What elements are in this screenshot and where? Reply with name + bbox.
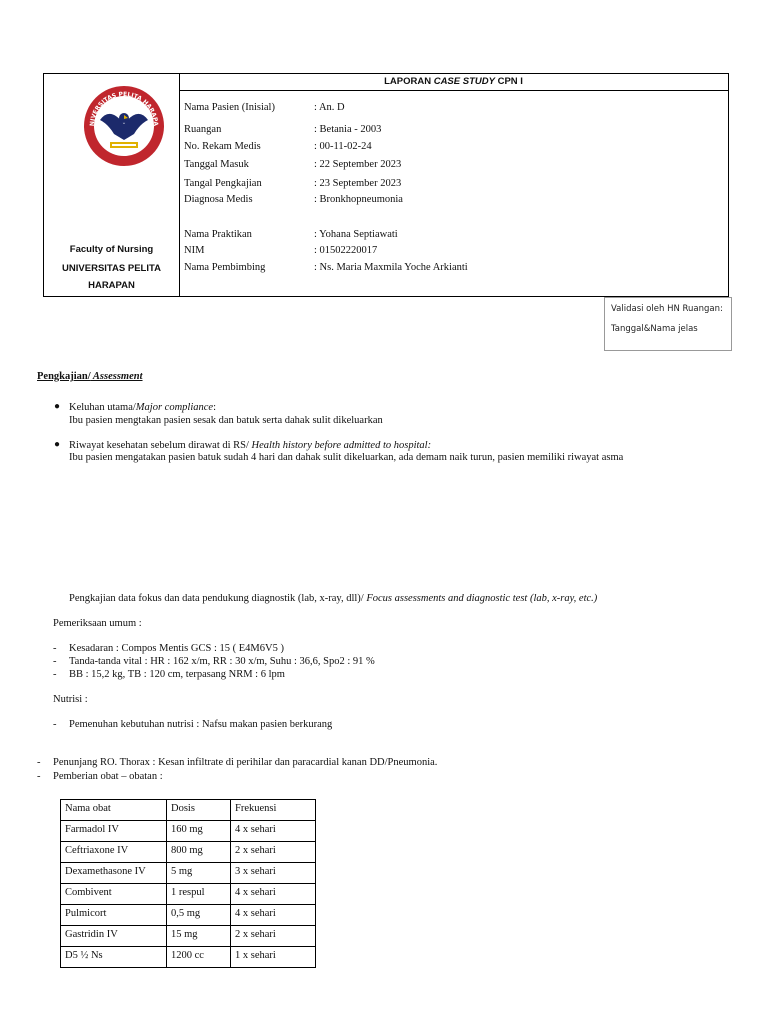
table-header-row — [61, 800, 316, 821]
header-box — [43, 73, 729, 297]
student-name-value: : Yohana Septiawati — [314, 229, 398, 240]
drug-dose: 1 respul — [167, 884, 231, 905]
consciousness-text: Kesadaran : Compos Mentis GCS : 15 ( E4M6V5 ) — [69, 643, 284, 654]
drug-name: Combivent — [61, 884, 167, 905]
drug-dose: 800 mg — [167, 842, 231, 863]
nutrition-item-text: Pemenuhan kebutuhan nutrisi : Nafsu makan pasien berkurang — [69, 719, 333, 730]
drug-dose: 0,5 mg — [167, 905, 231, 926]
university-line1: UNIVERSITAS PELITA — [62, 263, 161, 274]
validation-box — [604, 297, 732, 351]
header-dose: Dosis — [167, 800, 231, 821]
diagnosis-value: : Bronkhopneumonia — [314, 194, 403, 205]
table-row — [61, 884, 316, 905]
table-row — [61, 905, 316, 926]
faculty-label: Faculty of Nursing — [69, 244, 154, 255]
medication-label: Pemberian obat – obatan : — [53, 771, 163, 782]
xray-result-text: Penunjang RO. Thorax : Kesan infiltrate di perihilar dan paracardial kanan DD/Pneumonia. — [53, 757, 438, 768]
table-row — [61, 863, 316, 884]
drug-frequency: 4 x sehari — [231, 905, 316, 926]
assessment-date-label: Tangal Pengkajian — [184, 178, 262, 189]
room-value: : Betania - 2003 — [314, 124, 382, 135]
drug-frequency: 2 x sehari — [231, 926, 316, 947]
chief-complaint-label: Keluhan utama/Major compliance: — [69, 402, 216, 413]
validation-line2: Tanggal&Nama jelas — [611, 324, 698, 334]
nim-value: : 01502220017 — [314, 245, 378, 256]
drug-dose: 5 mg — [167, 863, 231, 884]
table-row — [61, 821, 316, 842]
university-logo — [82, 84, 166, 168]
drug-dose: 1200 cc — [167, 947, 231, 968]
drug-dose: 160 mg — [167, 821, 231, 842]
medical-record-label: No. Rekam Medis — [184, 141, 261, 152]
drug-frequency: 4 x sehari — [231, 821, 316, 842]
chief-complaint-text: Ibu pasien mengtakan pasien sesak dan batuk serta dahak sulit dikeluarkan — [69, 415, 383, 426]
drug-name: Ceftriaxone IV — [61, 842, 167, 863]
health-history-text: Ibu pasien mengatakan pasien batuk sudah 4 hari dan dahak sulit dikeluarkan, ada demam naik turun, pasien memiliki riwayat asma — [69, 452, 624, 463]
university-line2: HARAPAN — [88, 280, 135, 291]
admission-date-label: Tanggal Masuk — [184, 159, 249, 170]
eagle-emblem-icon — [82, 84, 166, 168]
drug-name: Farmadol IV — [61, 821, 167, 842]
report-title: LAPORAN CASE STUDY CPN I — [179, 74, 728, 91]
table-row — [61, 947, 316, 968]
assessment-date-value: : 23 September 2023 — [314, 178, 402, 189]
drug-frequency: 4 x sehari — [231, 884, 316, 905]
table-row — [61, 926, 316, 947]
patient-name-label: Nama Pasien (Inisial) — [184, 102, 275, 113]
drug-dose: 15 mg — [167, 926, 231, 947]
supervisor-label: Nama Pembimbing — [184, 262, 266, 273]
logo-text: NIVERSITAS PELITA HARAPA — [88, 90, 160, 127]
header-drug-name: Nama obat — [61, 800, 167, 821]
nutrition-label: Nutrisi : — [53, 694, 88, 705]
health-history-label: Riwayat kesehatan sebelum dirawat di RS/ Health history before admitted to hospital: — [69, 440, 432, 451]
bullet-icon: ● — [54, 401, 61, 412]
medication-table — [60, 799, 316, 968]
nim-label: NIM — [184, 245, 205, 256]
focus-assessment-text: Pengkajian data fokus dan data pendukung diagnostik (lab, x-ray, dll)/ Focus assessments and diagnostic test (lab, x-ray, etc.) — [69, 593, 598, 604]
drug-frequency: 3 x sehari — [231, 863, 316, 884]
drug-name: Gastridin IV — [61, 926, 167, 947]
medical-record-value: : 00-11-02-24 — [314, 141, 372, 152]
drug-frequency: 1 x sehari — [231, 947, 316, 968]
drug-name: D5 ½ Ns — [61, 947, 167, 968]
supervisor-value: : Ns. Maria Maxmila Yoche Arkianti — [314, 262, 468, 273]
body-measurement-text: BB : 15,2 kg, TB : 120 cm, terpasang NRM : 6 lpm — [69, 669, 285, 680]
logo-cell — [44, 74, 180, 296]
admission-date-value: : 22 September 2023 — [314, 159, 402, 170]
diagnosis-label: Diagnosa Medis — [184, 194, 253, 205]
vital-signs-text: Tanda-tanda vital : HR : 162 x/m, RR : 30 x/m, Suhu : 36,6, Spo2 : 91 % — [69, 656, 375, 667]
drug-frequency: 2 x sehari — [231, 842, 316, 863]
table-row — [61, 842, 316, 863]
bullet-icon: ● — [54, 439, 61, 450]
header-frequency: Frekuensi — [231, 800, 316, 821]
drug-name: Pulmicort — [61, 905, 167, 926]
student-name-label: Nama Praktikan — [184, 229, 252, 240]
validation-line1: Validasi oleh HN Ruangan: — [611, 304, 723, 314]
room-label: Ruangan — [184, 124, 222, 135]
patient-name-value: : An. D — [314, 102, 345, 113]
general-exam-label: Pemeriksaan umum : — [53, 618, 142, 629]
assessment-heading: Pengkajian/ Assessment — [37, 371, 143, 382]
drug-name: Dexamethasone IV — [61, 863, 167, 884]
